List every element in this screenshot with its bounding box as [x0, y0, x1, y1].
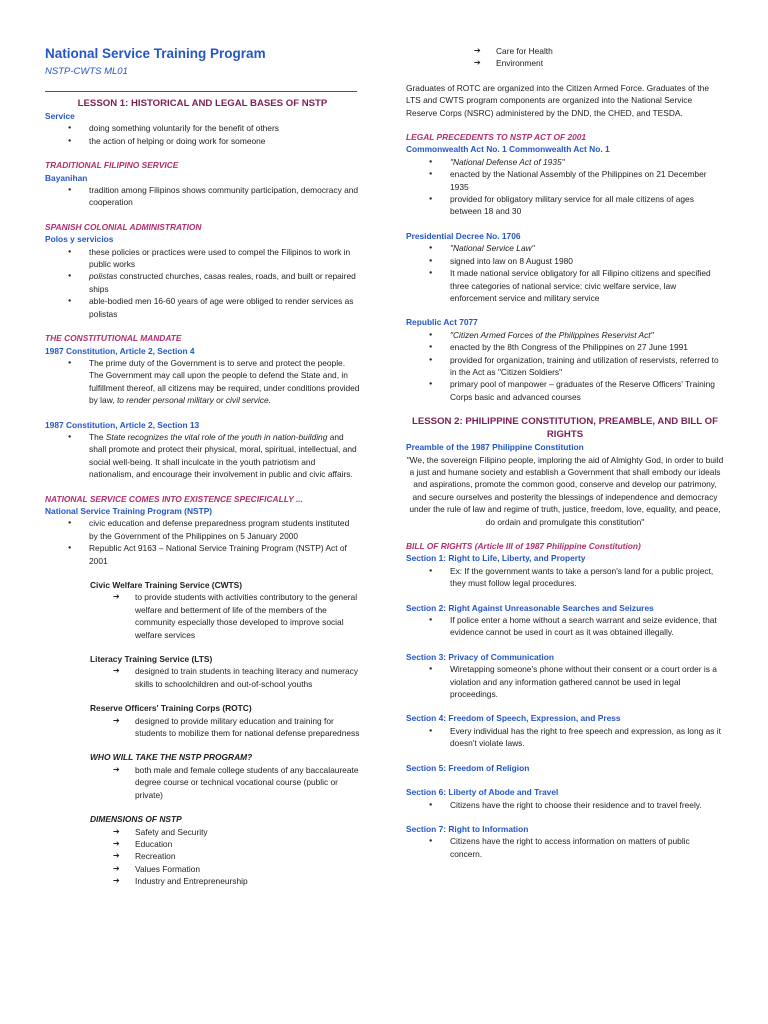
lesson2-heading: LESSON 2: PHILIPPINE CONSTITUTION, PREAMBLE, AND BILL OF RIGHTS [412, 416, 718, 441]
pd1706-heading: Presidential Decree No. 1706 [406, 230, 521, 241]
polistas-text: constructed churches, casas reales, roads, and built or repaired ships [89, 271, 356, 294]
section4-list [45, 357, 360, 407]
preamble-text: "We, the sovereign Filipino people, imploring the aid of Almighty God, in order to build a just and humane society and establish a Government that shall embody our ideals and aspirations, promote the common good, conserve and develop our patrimony, and secure ourselves and posterity the blessings of independence and democracy under the rule of law and regime of truth, justice, freedom, love, equality, and peace, do ordain and promulgate this constitution" [406, 454, 724, 527]
s2-list [406, 614, 724, 639]
dimensions-list-continued [406, 45, 724, 70]
list-item: ● provided for obligatory military service for all male citizens of ages between 18 and 30 [406, 193, 724, 218]
title-divider [45, 91, 357, 92]
s7-list [406, 835, 724, 860]
list-item [45, 357, 360, 407]
section13-text: and shall promote and protect their physical, moral, spiritual, intellectual, and social well-being. It shall inculcate in the youth patriotism and nationalism, and encourage their involvement in public and civic affairs. [89, 431, 357, 480]
ra7077-heading: Republic Act 7077 [406, 317, 478, 328]
list-item: ➔ Care for Health [451, 45, 724, 57]
who-list [45, 764, 360, 801]
list-item: ➔ Industry and Entrepreneurship [90, 875, 360, 887]
precedents-label: LEGAL PRECEDENTS TO NSTP ACT OF 2001 [406, 132, 587, 143]
list-item: ● Citizens have the right to access information on matters of public concern. [406, 835, 724, 860]
s5-heading: Section 5: Freedom of Religion [406, 762, 530, 773]
ra7077-list [406, 329, 724, 403]
list-item: ➔ Values Formation [90, 863, 360, 875]
ca1-list [406, 156, 724, 218]
list-item: ● primary pool of manpower – graduates of the Reserve Officers' Training Corps basic and advanced courses [406, 378, 724, 403]
polistas-term: polistas [89, 271, 118, 282]
list-item: ➔ designed to provide military education and training for students to mobilize them for national defense preparedness [90, 715, 360, 740]
s6-list [406, 799, 724, 811]
cwts-list [45, 591, 360, 641]
lts-list [45, 665, 360, 690]
list-item: ● Wiretapping someone's phone without their consent or a court order is a violation and any information gathered cannot be used in legal proceedings. [406, 663, 724, 700]
s3-list [406, 663, 724, 700]
cwts-heading: Civic Welfare Training Service (CWTS) [90, 580, 243, 590]
document-subtitle: NSTP-CWTS ML01 [45, 66, 128, 77]
list-item: ● these policies or practices were used to compel the Filipinos to work in public works [45, 246, 360, 271]
list-item: ● able-bodied men 16-60 years of age were obliged to render services as polistas [45, 295, 360, 320]
s6-heading: Section 6: Liberty of Abode and Travel [406, 787, 559, 798]
list-item [45, 431, 360, 481]
list-item: ● enacted by the 8th Congress of the Philippines on 27 June 1991 [406, 341, 724, 353]
bill-label: BILL OF RIGHTS (Article III of 1987 Philippine Constitution) [406, 541, 641, 551]
polos-heading: Polos y servicios [45, 234, 114, 245]
pd1706-list [406, 242, 724, 304]
list-item: ➔ Recreation [90, 850, 360, 862]
s7-heading: Section 7: Right to Information [406, 823, 529, 834]
list-item: ● civic education and defense preparedness program students instituted by the Government of the Philippines on 5 January 2000 [45, 517, 360, 542]
section4-emphasis: to render personal military or civil service. [116, 395, 271, 406]
list-item: ● enacted by the National Assembly of the Philippines on 21 December 1935 [406, 168, 724, 193]
list-item: ● Every individual has the right to free speech and expression, as long as it doesn't violate laws. [406, 725, 724, 750]
lts-heading: Literacy Training Service (LTS) [90, 654, 213, 665]
nstp-heading: National Service Training Program (NSTP) [45, 505, 213, 516]
existence-label: NATIONAL SERVICE COMES INTO EXISTENCE SPECIFICALLY ... [45, 493, 303, 504]
traditional-label: TRADITIONAL FILIPINO SERVICE [45, 160, 179, 171]
section4-heading: 1987 Constitution, Article 2, Section 4 [45, 345, 195, 356]
service-list [45, 122, 360, 147]
list-item: ● "National Defense Act of 1935" [406, 156, 724, 168]
section13-list [45, 431, 360, 481]
polos-list [45, 246, 360, 320]
list-item: ➔ designed to train students in teaching literacy and numeracy skills to schoolchildren and out-of-school youths [90, 665, 360, 690]
s3-heading: Section 3: Privacy of Communication [406, 651, 554, 662]
section4-text: The prime duty of the Government is to serve and protect the people. The Government may call upon the people to defend the State and, in fulfillment thereof, all citizens may be required, under conditions provided by law, [89, 357, 360, 406]
list-item: ➔ Environment [451, 57, 724, 69]
mandate-label: THE CONSTITUTIONAL MANDATE [45, 333, 182, 344]
document-title: National Service Training Program [45, 46, 266, 61]
s1-list [406, 565, 724, 590]
nstp-list [45, 517, 360, 567]
section13-heading: 1987 Constitution, Article 2, Section 13 [45, 419, 200, 430]
s4-list [406, 725, 724, 750]
list-item: ● If police enter a home without a search warrant and seize evidence, that evidence cannot be used in court as it was obtained illegally. [406, 614, 724, 639]
list-item: ● "National Service Law" [406, 242, 724, 254]
list-item: ➔ Education [90, 838, 360, 850]
section13-emphasis: State recognizes the vital role of the youth in nation-building [105, 431, 328, 442]
s1-heading: Section 1: Right to Life, Liberty, and Property [406, 553, 586, 564]
list-item: ● "Citizen Armed Forces of the Philippines Reservist Act" [406, 329, 724, 341]
list-item: ● provided for organization, training and utilization of reservists, referred to in the Act as "Citizen Soldiers" [406, 354, 724, 379]
rotc-heading: Reserve Officers' Training Corps (ROTC) [90, 703, 252, 714]
list-item: ● Citizens have the right to choose their residence and to travel freely. [406, 799, 724, 811]
list-item: ● Republic Act 9163 – National Service Training Program (NSTP) Act of 2001 [45, 542, 360, 567]
left-column [45, 97, 360, 888]
who-heading: WHO WILL TAKE THE NSTP PROGRAM? [90, 752, 253, 763]
bayanihan-heading: Bayanihan [45, 172, 88, 183]
s4-heading: Section 4: Freedom of Speech, Expression, and Press [406, 713, 621, 724]
ca1-heading: Commonwealth Act No. 1 Commonwealth Act No. 1 [406, 144, 610, 155]
preamble-heading: Preamble of the 1987 Philippine Constitution [406, 442, 584, 453]
rotc-list [45, 715, 360, 740]
lesson1-heading: LESSON 1: HISTORICAL AND LEGAL BASES OF NSTP [77, 98, 328, 109]
list-item: ➔ Safety and Security [90, 826, 360, 838]
dimensions-list [45, 826, 360, 888]
right-column [406, 45, 724, 860]
bayanihan-list [45, 184, 360, 209]
graduates-paragraph: Graduates of ROTC are organized into the Citizen Armed Force. Graduates of the LTS and CWTS program components are organized into the National Service Reserve Corps (NSRC) administered by the DND, the CHED, and TESDA. [406, 82, 710, 118]
list-item: ● Ex: If the government wants to take a person's land for a public project, they must follow legal procedures. [406, 565, 724, 590]
list-item: ● signed into law on 8 August 1980 [406, 255, 724, 267]
list-item: ● doing something voluntarily for the benefit of others [45, 122, 360, 134]
list-item: ● tradition among Filipinos shows community participation, democracy and cooperation [45, 184, 360, 209]
list-item: ➔ to provide students with activities contributory to the general welfare and betterment of life of the members of the community especially those developed to improve social welfare services [90, 591, 360, 641]
dimensions-heading: DIMENSIONS OF NSTP [90, 814, 182, 825]
service-heading: Service [45, 111, 75, 121]
list-item: ● the action of helping or doing work for someone [45, 135, 360, 147]
section13-pre: The [89, 431, 106, 442]
spanish-label: SPANISH COLONIAL ADMINISTRATION [45, 221, 202, 232]
list-item [45, 270, 360, 295]
list-item: ● It made national service obligatory for all Filipino citizens and specified three categories of national service: civic welfare service, law enforcement service and military service [406, 267, 724, 304]
list-item: ➔ both male and female college students of any baccalaureate degree course or technical vocational course (public or private) [90, 764, 360, 801]
s2-heading: Section 2: Right Against Unreasonable Searches and Seizures [406, 602, 654, 613]
